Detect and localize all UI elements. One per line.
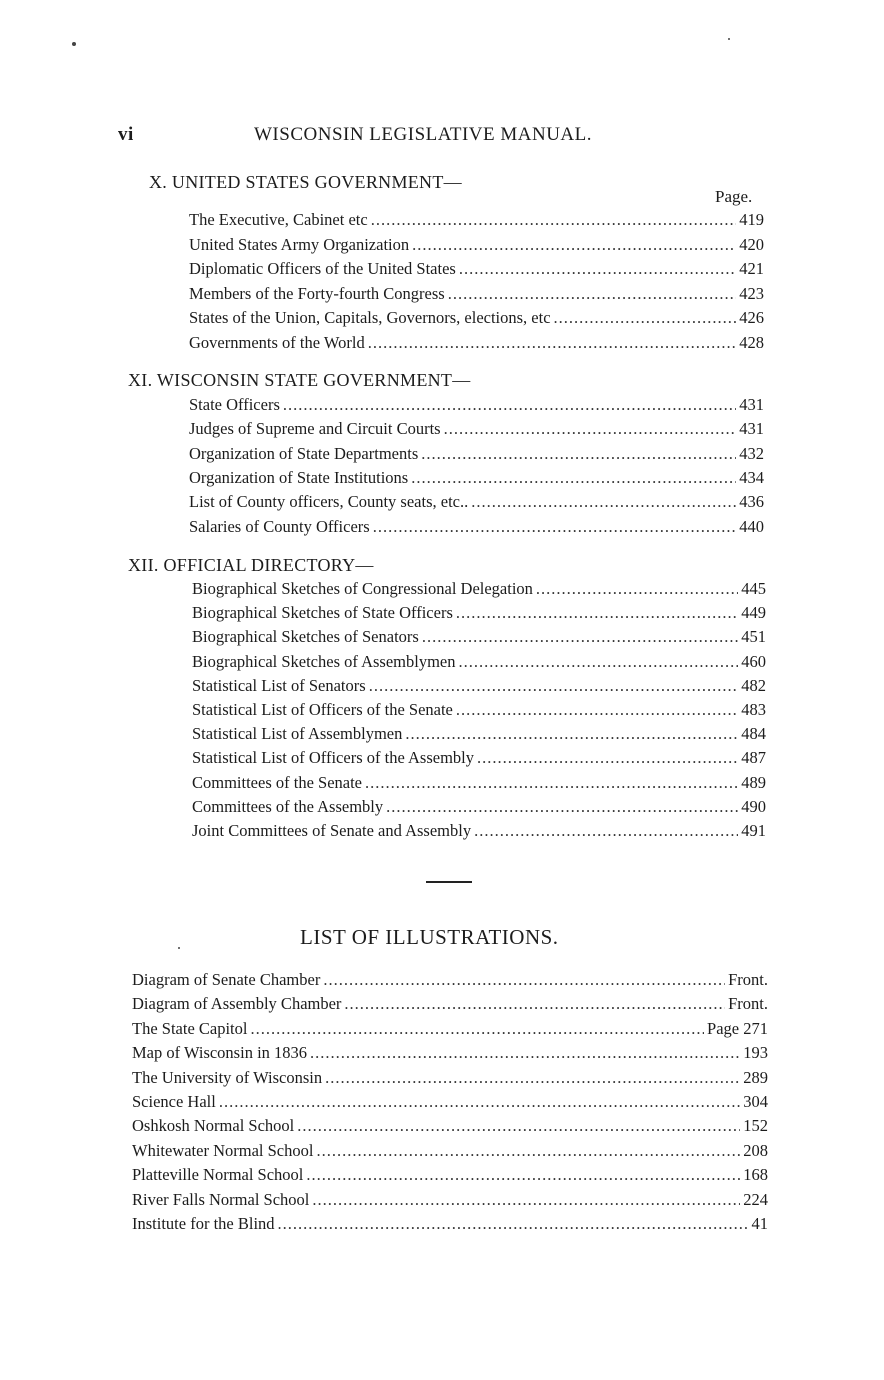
toc-entry-label: Map of Wisconsin in 1836 xyxy=(132,1043,308,1062)
dot-leader xyxy=(405,724,738,744)
toc-entry-label: River Falls Normal School xyxy=(132,1190,310,1209)
toc-entry-page: 445 xyxy=(741,579,766,598)
dot-leader xyxy=(459,652,739,672)
toc-entry xyxy=(132,1116,768,1138)
dot-leader xyxy=(471,492,736,512)
toc-entry-page: 440 xyxy=(739,517,764,536)
toc-entry-label: Committees of the Assembly xyxy=(192,797,384,816)
toc-entry-label: Organization of State Departments xyxy=(189,444,419,463)
toc-entry-page: 41 xyxy=(751,1214,768,1233)
print-speck xyxy=(728,38,730,40)
toc-entry-label: Statistical List of Senators xyxy=(192,676,366,695)
toc-entry-page: 426 xyxy=(739,308,764,327)
toc-entry-label: Biographical Sketches of Senators xyxy=(192,627,419,646)
toc-entry-label: Statistical List of Officers of the Senate xyxy=(192,700,453,719)
dot-leader xyxy=(422,627,738,647)
dot-leader xyxy=(459,259,736,279)
toc-entry-page: 482 xyxy=(741,676,766,695)
dot-leader xyxy=(536,579,738,599)
section-heading: XII. OFFICIAL DIRECTORY— xyxy=(128,555,374,575)
dot-leader xyxy=(448,284,737,304)
toc-entry-label: Biographical Sketches of Congressional Delegation xyxy=(192,579,533,598)
dot-leader xyxy=(444,419,737,439)
toc-entry-label: Diagram of Assembly Chamber xyxy=(132,994,342,1013)
toc-entry-page: 490 xyxy=(741,797,766,816)
dot-leader xyxy=(297,1116,740,1136)
toc-entry-label: Salaries of County Officers xyxy=(189,517,370,536)
toc-entry-label: Statistical List of Officers of the Assembly xyxy=(192,748,474,767)
dot-leader xyxy=(554,308,737,328)
dot-leader xyxy=(369,676,739,696)
toc-entry xyxy=(189,235,764,257)
toc-entry-page: Page 271 xyxy=(707,1019,768,1038)
dot-leader xyxy=(325,1068,740,1088)
toc-entry xyxy=(132,1165,768,1187)
toc-entry-page: 152 xyxy=(743,1116,768,1135)
dot-leader xyxy=(306,1165,740,1185)
print-speck xyxy=(72,42,76,46)
toc-entry-label: United States Army Organization xyxy=(189,235,410,254)
toc-entry xyxy=(189,333,764,355)
dot-leader xyxy=(411,468,736,488)
toc-entry-label: List of County officers, County seats, etc.. xyxy=(189,492,469,511)
toc-entry-page: 436 xyxy=(739,492,764,511)
dot-leader xyxy=(219,1092,740,1112)
toc-entry xyxy=(192,627,766,649)
running-title: WISCONSIN LEGISLATIVE MANUAL. xyxy=(254,124,593,145)
toc-entry-label: Platteville Normal School xyxy=(132,1165,304,1184)
dot-leader xyxy=(412,235,736,255)
toc-entry xyxy=(192,797,766,819)
toc-entry-label: Biographical Sketches of Assemblymen xyxy=(192,652,456,671)
toc-entry-label: States of the Union, Capitals, Governors, elections, etc xyxy=(189,308,551,327)
toc-entry xyxy=(132,970,768,992)
page-column-label: Page. xyxy=(715,187,753,206)
dot-leader xyxy=(316,1141,740,1161)
dot-leader xyxy=(278,1214,749,1234)
toc-entry-page: 489 xyxy=(741,773,766,792)
toc-entry-page: 193 xyxy=(743,1043,768,1062)
toc-entry xyxy=(192,773,766,795)
section-heading: X. UNITED STATES GOVERNMENT— xyxy=(149,172,462,192)
toc-entry xyxy=(189,259,764,281)
toc-entry xyxy=(189,210,764,232)
section-heading: XI. WISCONSIN STATE GOVERNMENT— xyxy=(128,370,471,390)
toc-entry-label: Judges of Supreme and Circuit Courts xyxy=(189,419,441,438)
dot-leader xyxy=(456,603,738,623)
toc-entry xyxy=(132,1141,768,1163)
toc-entry xyxy=(132,1068,768,1090)
dot-leader xyxy=(456,700,738,720)
toc-entry-label: Statistical List of Assemblymen xyxy=(192,724,403,743)
toc-entry-page: 208 xyxy=(743,1141,768,1160)
toc-entry xyxy=(192,579,766,601)
toc-entry-page: 421 xyxy=(739,259,764,278)
toc-entry-label: The University of Wisconsin xyxy=(132,1068,323,1087)
toc-entry xyxy=(189,468,764,490)
toc-entry-page: 449 xyxy=(741,603,766,622)
toc-entry-page: 420 xyxy=(739,235,764,254)
dot-leader xyxy=(421,444,736,464)
toc-entry xyxy=(189,492,764,514)
dot-leader xyxy=(250,1019,704,1039)
toc-entry xyxy=(192,700,766,722)
dot-leader xyxy=(344,994,725,1014)
toc-entry-label: Whitewater Normal School xyxy=(132,1141,314,1160)
toc-entry-page: 304 xyxy=(743,1092,768,1111)
dot-leader xyxy=(283,395,736,415)
toc-entry-label: Science Hall xyxy=(132,1092,216,1111)
toc-entry xyxy=(192,821,766,843)
toc-entry-label: Institute for the Blind xyxy=(132,1214,275,1233)
dot-leader xyxy=(310,1043,740,1063)
dot-leader xyxy=(368,333,737,353)
toc-entry-page: 428 xyxy=(739,333,764,352)
toc-entry xyxy=(189,517,764,539)
dot-leader xyxy=(323,970,725,990)
toc-entry-label: Oshkosh Normal School xyxy=(132,1116,295,1135)
toc-entry-label: Diplomatic Officers of the United States xyxy=(189,259,456,278)
running-header xyxy=(118,124,638,154)
dot-leader xyxy=(386,797,738,817)
dot-leader xyxy=(477,748,738,768)
toc-entry-page: 224 xyxy=(743,1190,768,1209)
toc-entry xyxy=(189,419,764,441)
toc-entry xyxy=(192,724,766,746)
toc-entry-label: Biographical Sketches of State Officers xyxy=(192,603,453,622)
page-number: vi xyxy=(118,124,134,145)
toc-entry-page: 168 xyxy=(743,1165,768,1184)
divider-rule xyxy=(426,881,472,883)
toc-entry xyxy=(132,1092,768,1114)
toc-entry-page: 451 xyxy=(741,627,766,646)
toc-entry xyxy=(189,395,764,417)
toc-entry-page: 431 xyxy=(739,395,764,414)
toc-entry-label: Members of the Forty-fourth Congress xyxy=(189,284,445,303)
toc-entry xyxy=(192,676,766,698)
toc-entry-page: 483 xyxy=(741,700,766,719)
toc-entry-page: Front. xyxy=(728,970,768,989)
toc-entry xyxy=(132,1019,768,1041)
toc-entry-label: State Officers xyxy=(189,395,280,414)
toc-entry xyxy=(192,748,766,770)
toc-entry-page: 432 xyxy=(739,444,764,463)
toc-entry-page: 434 xyxy=(739,468,764,487)
toc-entry-label: The Executive, Cabinet etc xyxy=(189,210,368,229)
dot-leader xyxy=(365,773,738,793)
toc-entry xyxy=(189,444,764,466)
print-speck xyxy=(178,947,180,949)
toc-entry-page: 431 xyxy=(739,419,764,438)
toc-entry-page: 419 xyxy=(739,210,764,229)
toc-entry xyxy=(192,603,766,625)
toc-entry-label: Organization of State Institutions xyxy=(189,468,409,487)
toc-entry xyxy=(132,1190,768,1212)
dot-leader xyxy=(371,210,737,230)
toc-entry-page: 484 xyxy=(741,724,766,743)
dot-leader xyxy=(474,821,738,841)
toc-entry-label: Committees of the Senate xyxy=(192,773,363,792)
toc-entry xyxy=(189,284,764,306)
toc-entry-label: Diagram of Senate Chamber xyxy=(132,970,321,989)
toc-entry-page: 423 xyxy=(739,284,764,303)
toc-entry xyxy=(132,994,768,1016)
dot-leader xyxy=(312,1190,740,1210)
illustrations-title: LIST OF ILLUSTRATIONS. xyxy=(300,925,559,949)
toc-entry xyxy=(132,1043,768,1065)
toc-entry xyxy=(192,652,766,674)
toc-entry-page: Front. xyxy=(728,994,768,1013)
toc-entry xyxy=(189,308,764,330)
toc-entry-label: The State Capitol xyxy=(132,1019,248,1038)
toc-entry-page: 289 xyxy=(743,1068,768,1087)
dot-leader xyxy=(373,517,737,537)
toc-entry-page: 487 xyxy=(741,748,766,767)
toc-entry xyxy=(132,1214,768,1236)
toc-entry-page: 460 xyxy=(741,652,766,671)
toc-entry-label: Governments of the World xyxy=(189,333,365,352)
toc-entry-label: Joint Committees of Senate and Assembly xyxy=(192,821,472,840)
toc-entry-page: 491 xyxy=(741,821,766,840)
